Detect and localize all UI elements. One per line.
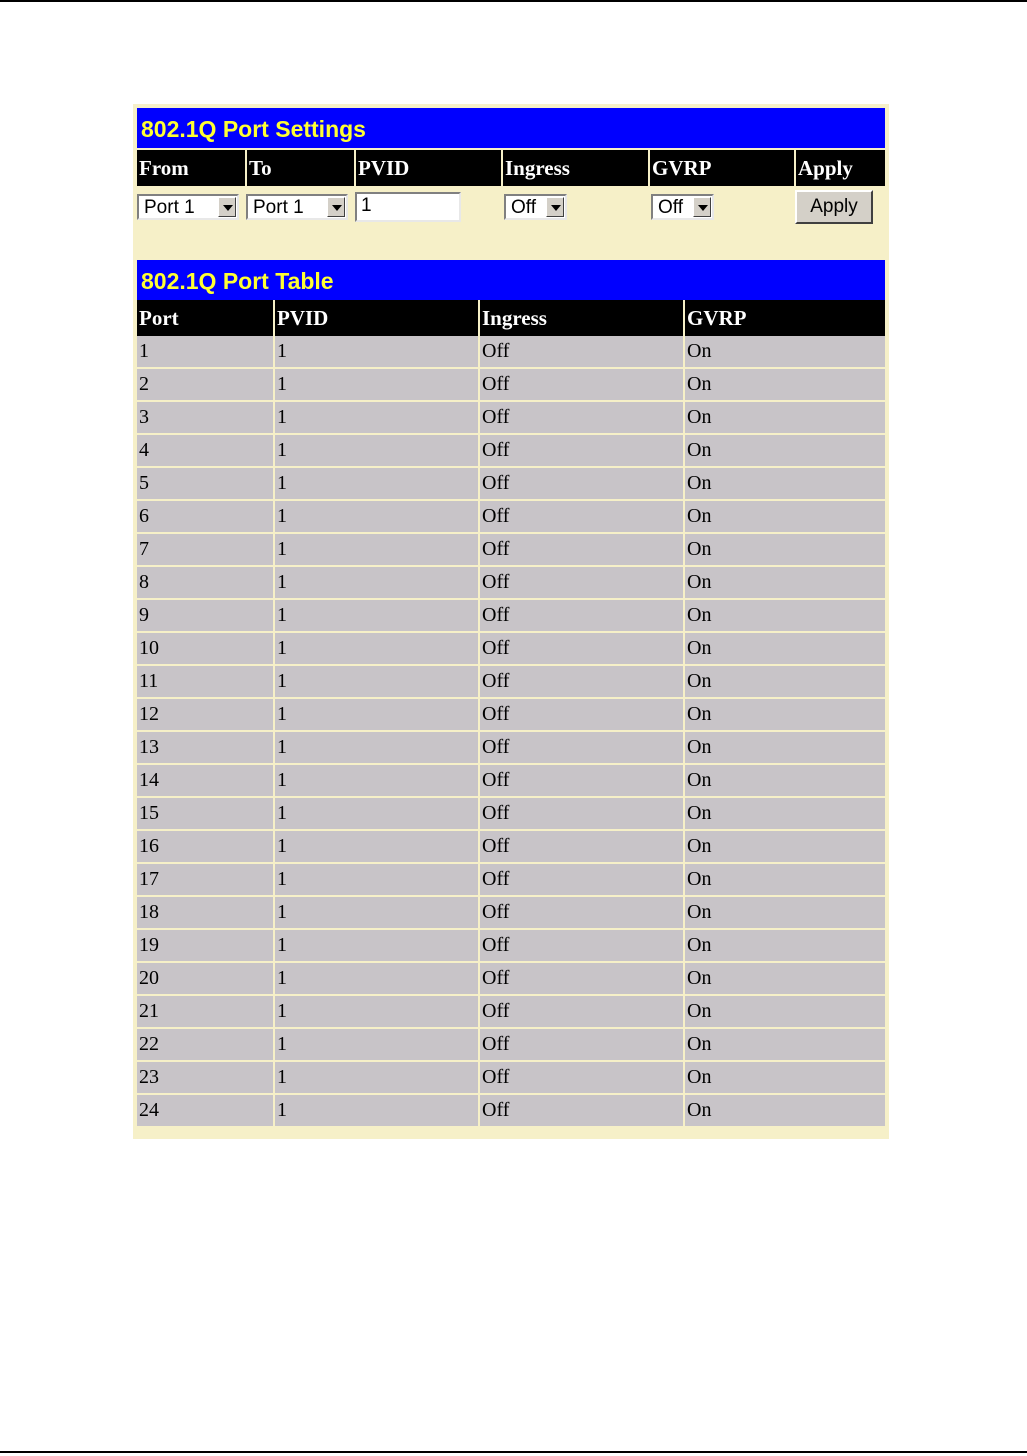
cell-gvrp: On	[684, 401, 885, 434]
cell-ingress: Off	[479, 962, 684, 995]
settings-control-row	[137, 186, 885, 228]
header-ingress: Ingress	[502, 150, 649, 186]
cell-port: 15	[137, 797, 274, 830]
cell-ingress: Off	[479, 797, 684, 830]
cell-port: 23	[137, 1061, 274, 1094]
cell-pvid: 1	[274, 533, 479, 566]
cell-gvrp: On	[684, 1028, 885, 1061]
cell-gvrp: On	[684, 566, 885, 599]
table-row	[137, 764, 885, 797]
pvid-input[interactable]: 1	[355, 192, 461, 222]
cell-port: 16	[137, 830, 274, 863]
cell-port: 17	[137, 863, 274, 896]
cell-pvid: 1	[274, 797, 479, 830]
cell-gvrp: On	[684, 368, 885, 401]
apply-button[interactable]: Apply	[795, 190, 873, 224]
cell-pvid: 1	[274, 1094, 479, 1127]
cell-pvid: 1	[274, 1061, 479, 1094]
table-row	[137, 731, 885, 764]
cell-pvid: 1	[274, 434, 479, 467]
gvrp-select[interactable]	[651, 194, 714, 220]
ingress-value: Off	[511, 197, 536, 218]
table-row	[137, 401, 885, 434]
cell-pvid: 1	[274, 764, 479, 797]
table-row	[137, 995, 885, 1028]
to-port-select[interactable]	[246, 194, 348, 220]
cell-gvrp: On	[684, 731, 885, 764]
cell-pvid: 1	[274, 467, 479, 500]
table-row	[137, 434, 885, 467]
cell-pvid: 1	[274, 863, 479, 896]
cell-port: 12	[137, 698, 274, 731]
top-rule	[0, 0, 1027, 2]
table-title-bar	[137, 260, 885, 300]
cell-ingress: Off	[479, 665, 684, 698]
chevron-down-icon[interactable]	[546, 197, 564, 217]
cell-gvrp: On	[684, 830, 885, 863]
from-port-value: Port 1	[144, 197, 195, 218]
cell-pvid: 1	[274, 599, 479, 632]
cell-ingress: Off	[479, 336, 684, 368]
cell-port: 4	[137, 434, 274, 467]
settings-header-row	[137, 150, 885, 186]
table-row	[137, 1061, 885, 1094]
vlan-port-panel	[133, 104, 889, 1139]
table-row	[137, 368, 885, 401]
cell-port: 9	[137, 599, 274, 632]
cell-ingress: Off	[479, 368, 684, 401]
cell-ingress: Off	[479, 764, 684, 797]
cell-ingress: Off	[479, 1028, 684, 1061]
cell-port: 19	[137, 929, 274, 962]
cell-port: 1	[137, 336, 274, 368]
cell-ingress: Off	[479, 1061, 684, 1094]
table-row	[137, 962, 885, 995]
cell-pvid: 1	[274, 566, 479, 599]
header-port: Port	[137, 300, 274, 336]
cell-ingress: Off	[479, 434, 684, 467]
cell-gvrp: On	[684, 467, 885, 500]
cell-pvid: 1	[274, 665, 479, 698]
cell-gvrp: On	[684, 929, 885, 962]
cell-ingress: Off	[479, 500, 684, 533]
header-pvid: PVID	[355, 150, 502, 186]
table-row	[137, 929, 885, 962]
cell-gvrp: On	[684, 1094, 885, 1127]
cell-gvrp: On	[684, 533, 885, 566]
table-row	[137, 566, 885, 599]
table-row	[137, 1028, 885, 1061]
cell-ingress: Off	[479, 995, 684, 1028]
table-row	[137, 599, 885, 632]
cell-pvid: 1	[274, 401, 479, 434]
cell-pvid: 1	[274, 962, 479, 995]
cell-ingress: Off	[479, 599, 684, 632]
cell-port: 21	[137, 995, 274, 1028]
cell-ingress: Off	[479, 632, 684, 665]
cell-pvid: 1	[274, 632, 479, 665]
table-row	[137, 830, 885, 863]
cell-pvid: 1	[274, 830, 479, 863]
header-pvid: PVID	[274, 300, 479, 336]
cell-gvrp: On	[684, 863, 885, 896]
cell-gvrp: On	[684, 336, 885, 368]
cell-port: 18	[137, 896, 274, 929]
header-ingress: Ingress	[479, 300, 684, 336]
table-row	[137, 500, 885, 533]
cell-pvid: 1	[274, 368, 479, 401]
cell-pvid: 1	[274, 731, 479, 764]
cell-gvrp: On	[684, 962, 885, 995]
cell-gvrp: On	[684, 434, 885, 467]
port-table-body	[137, 336, 885, 1127]
table-row	[137, 896, 885, 929]
cell-gvrp: On	[684, 500, 885, 533]
cell-ingress: Off	[479, 1094, 684, 1127]
cell-port: 24	[137, 1094, 274, 1127]
cell-gvrp: On	[684, 995, 885, 1028]
cell-port: 8	[137, 566, 274, 599]
cell-pvid: 1	[274, 995, 479, 1028]
cell-gvrp: On	[684, 797, 885, 830]
bottom-rule	[0, 1451, 1027, 1453]
cell-gvrp: On	[684, 599, 885, 632]
cell-port: 6	[137, 500, 274, 533]
table-title: 802.1Q Port Table	[141, 268, 334, 294]
cell-pvid: 1	[274, 896, 479, 929]
table-row	[137, 797, 885, 830]
header-from: From	[137, 150, 246, 186]
cell-pvid: 1	[274, 336, 479, 368]
table-row	[137, 336, 885, 368]
chevron-down-icon[interactable]	[327, 197, 345, 217]
table-row	[137, 698, 885, 731]
cell-port: 10	[137, 632, 274, 665]
table-row	[137, 863, 885, 896]
cell-port: 11	[137, 665, 274, 698]
table-row	[137, 1094, 885, 1127]
cell-ingress: Off	[479, 698, 684, 731]
cell-port: 22	[137, 1028, 274, 1061]
cell-port: 14	[137, 764, 274, 797]
cell-ingress: Off	[479, 533, 684, 566]
cell-ingress: Off	[479, 731, 684, 764]
to-port-value: Port 1	[253, 197, 304, 218]
cell-ingress: Off	[479, 467, 684, 500]
settings-title: 802.1Q Port Settings	[141, 116, 366, 142]
table-row	[137, 467, 885, 500]
cell-pvid: 1	[274, 1028, 479, 1061]
settings-table	[137, 150, 885, 228]
chevron-down-icon[interactable]	[218, 197, 236, 217]
cell-port: 7	[137, 533, 274, 566]
cell-gvrp: On	[684, 665, 885, 698]
header-gvrp: GVRP	[649, 150, 795, 186]
cell-gvrp: On	[684, 632, 885, 665]
cell-gvrp: On	[684, 764, 885, 797]
table-row	[137, 632, 885, 665]
cell-port: 5	[137, 467, 274, 500]
port-table-header-row	[137, 300, 885, 336]
cell-pvid: 1	[274, 929, 479, 962]
settings-title-bar	[137, 108, 885, 148]
chevron-down-icon[interactable]	[693, 197, 711, 217]
cell-gvrp: On	[684, 1061, 885, 1094]
cell-ingress: Off	[479, 830, 684, 863]
cell-port: 20	[137, 962, 274, 995]
cell-gvrp: On	[684, 896, 885, 929]
port-table	[137, 300, 885, 1128]
from-port-select[interactable]	[137, 194, 239, 220]
table-row	[137, 533, 885, 566]
header-apply: Apply	[795, 150, 885, 186]
cell-ingress: Off	[479, 863, 684, 896]
cell-port: 2	[137, 368, 274, 401]
ingress-select[interactable]	[504, 194, 567, 220]
cell-port: 13	[137, 731, 274, 764]
table-row	[137, 665, 885, 698]
cell-ingress: Off	[479, 896, 684, 929]
cell-pvid: 1	[274, 500, 479, 533]
cell-pvid: 1	[274, 698, 479, 731]
cell-gvrp: On	[684, 698, 885, 731]
cell-ingress: Off	[479, 401, 684, 434]
cell-port: 3	[137, 401, 274, 434]
cell-ingress: Off	[479, 566, 684, 599]
cell-ingress: Off	[479, 929, 684, 962]
header-gvrp: GVRP	[684, 300, 885, 336]
header-to: To	[246, 150, 355, 186]
gvrp-value: Off	[658, 197, 683, 218]
